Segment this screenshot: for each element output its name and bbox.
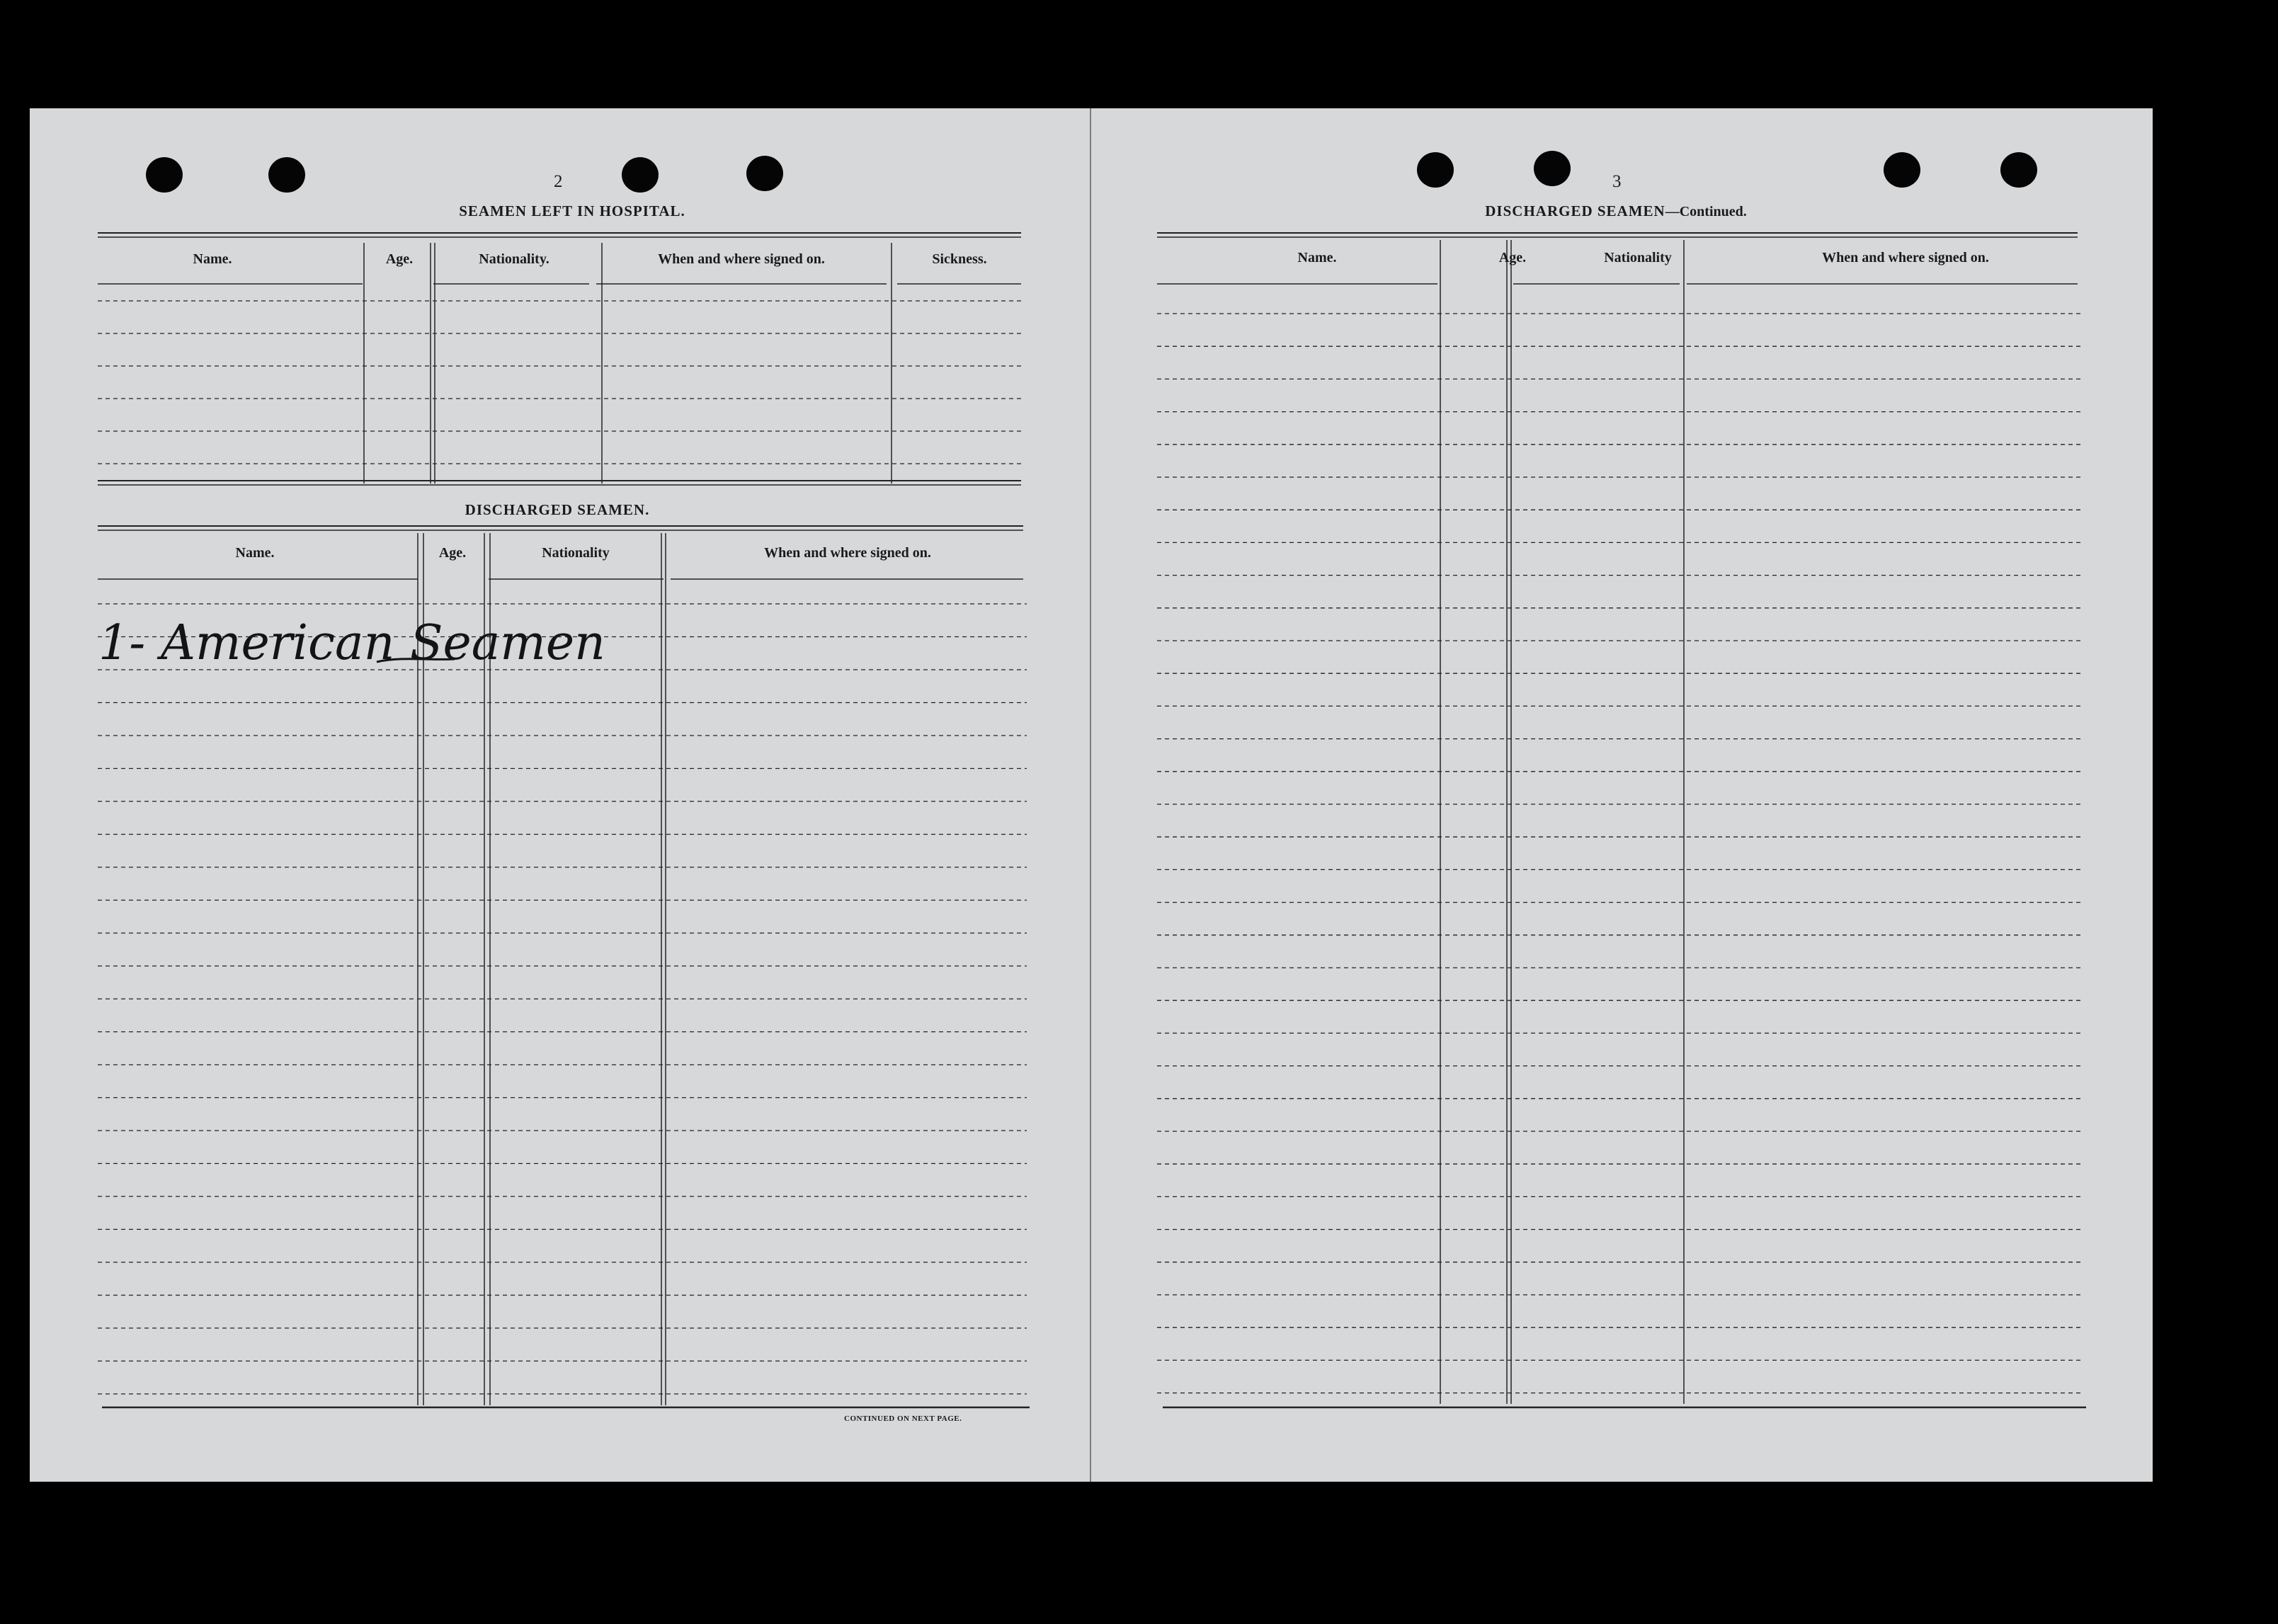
punch-hole [746,156,783,191]
punch-hole [146,157,183,193]
discharged-col-signed-on: When and where signed on. [764,545,931,561]
handwritten-entry-text: 1- American Seamen [98,615,605,671]
hospital-col-signed-on: When and where signed on. [658,251,825,267]
discharged-section-title: DISCHARGED SEAMEN. [465,501,650,518]
left-page-number: 2 [554,172,563,191]
right-col-nationality: Nationality [1604,250,1672,265]
handwritten-entry [97,597,605,689]
punch-hole [1534,151,1571,186]
punch-hole [622,157,659,193]
punch-hole [1884,152,1920,188]
punch-hole [1417,152,1454,188]
discharged-col-name: Name. [235,545,275,561]
right-section-title-main: DISCHARGED SEAMEN [1485,202,1665,219]
hospital-col-age: Age. [385,251,414,267]
discharged-col-age: Age. [438,545,467,561]
ruled-form-lines [30,108,2153,1482]
punch-hole [268,157,305,193]
right-col-signed-on: When and where signed on. [1822,250,1989,265]
right-section-title [1485,202,1746,220]
document-spread [30,108,2153,1482]
right-page-number: 3 [1612,172,1622,191]
right-section-title-suffix: —Continued. [1665,204,1747,219]
hospital-col-sickness: Sickness. [932,251,987,267]
continued-footer: CONTINUED ON NEXT PAGE. [844,1414,962,1423]
hospital-col-nationality: Nationality. [479,251,549,267]
hospital-col-name: Name. [193,251,232,267]
right-col-name: Name. [1297,250,1337,265]
hospital-section-title: SEAMEN LEFT IN HOSPITAL. [459,202,685,219]
punch-hole [2000,152,2037,188]
right-col-age: Age. [1498,250,1527,265]
discharged-col-nationality: Nationality [542,545,610,561]
